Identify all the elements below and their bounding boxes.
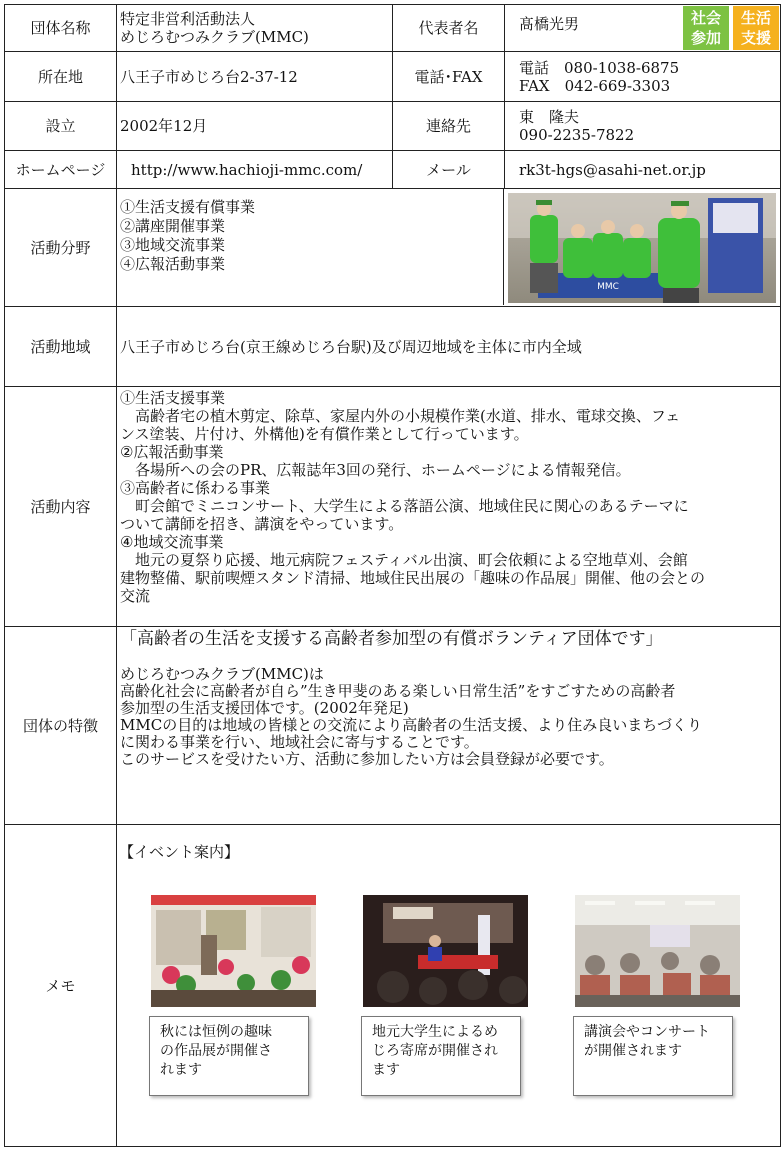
address-label: 所在地 (5, 52, 117, 102)
members-photo (508, 193, 776, 303)
activity-fields: ①生活支援有償事業 ②講座開催事業 ③地域交流事業 ④広報活動事業 (120, 198, 256, 273)
event-caption: 秋には恒例の趣味 の作品展が開催さ れます (149, 1016, 309, 1096)
founded: 2002年12月 (117, 102, 393, 151)
name-label: 団体名称 (5, 5, 117, 52)
contact: 東 隆夫 090-2235-7822 (505, 102, 781, 151)
event-title: 【イベント案内】 (119, 843, 240, 861)
content-label: 活動内容 (5, 387, 117, 627)
event-item (575, 895, 743, 1059)
field-cell (117, 189, 781, 307)
life-support-badge: 生活 支援 (733, 6, 779, 50)
rep-name: 髙橋光男 (519, 15, 580, 33)
mail-link[interactable]: rk3t-hgs@asahi-net.or.jp (505, 151, 781, 189)
rakugo-photo (363, 895, 528, 1007)
activity-area: 八王子市めじろ台(京王線めじろ台駅)及び周辺地域を主体に市内全域 (117, 307, 781, 387)
address: 八王子市めじろ台2-37-12 (117, 52, 393, 102)
memo-cell (117, 825, 781, 1147)
contact-label: 連絡先 (393, 102, 505, 151)
art-exhibition-photo (151, 895, 316, 1007)
lecture-photo (575, 895, 740, 1007)
feature-label: 団体の特徴 (5, 627, 117, 825)
org-name: 特定非営利活動法人 めじろむつみクラブ(MMC) (117, 5, 393, 52)
field-label: 活動分野 (5, 189, 117, 307)
feature-cell (117, 627, 781, 825)
mail-label: メール (393, 151, 505, 189)
area-label: 活動地域 (5, 307, 117, 387)
feature-body: めじろむつみクラブ(MMC)は 高齢化社会に高齢者が自ら”生き甲斐のある楽しい日常生活”をすごすための高齢者 参加型の生活支援団体です。(2002年発足) MMCの目的は地域の皆様との交流により高齢者の生活支援、より住み良いまちづくり に関わる事業を行い、地域社会に寄与することです。 このサービスを受けたい方、活動に参加したい方は会員登録が必要です。 (120, 665, 703, 768)
founded-label: 設立 (5, 102, 117, 151)
event-caption: 地元大学生によるめ じろ寄席が開催され ます (361, 1016, 521, 1096)
homepage-link[interactable]: http://www.hachioji-mmc.com/ (117, 151, 393, 189)
memo-label: メモ (5, 825, 117, 1147)
event-caption: 講演会やコンサート が開催されます (573, 1016, 733, 1096)
activity-content: ①生活支援事業 高齢者宅の植木剪定、除草、家屋内外の小規模作業(水道、排水、電球交換、フェ ンス塗装、片付け、外構他)を有償作業として行っています。 ②広報活動事業 各場所への会のPR、広報誌年3回の発行、ホームページによる情報発信。 ③高齢者に係わる事業 町会館でミニコンサート、大学生による落語公演、地域住民に関心のあるテーマに ついて講師を招き、講演をやっています。 ④地域交流事業 地元の夏祭り応援、地元病院フェスティバル出演、町会依頼による空地草刈、会館 建物整備、駅前喫煙スタンド清掃、地域住民出展の「趣味の作品展」開催、他の会との 交流 (117, 387, 781, 627)
rep-label: 代表者名 (393, 5, 505, 52)
social-participation-badge: 社会 参加 (683, 6, 729, 50)
phone-label: 電話･FAX (393, 52, 505, 102)
event-list (117, 861, 780, 1121)
photo-banner-text: MMC (597, 282, 619, 292)
rep-cell (505, 5, 781, 52)
feature-catchphrase: 「高齢者の生活を支援する高齢者参加型の有償ボランティア団体です」 (120, 629, 663, 649)
homepage-label: ホームページ (5, 151, 117, 189)
phone: 電話 080-1038-6875 FAX 042-669-3303 (505, 52, 781, 102)
event-item (151, 895, 319, 1078)
event-item (363, 895, 531, 1078)
